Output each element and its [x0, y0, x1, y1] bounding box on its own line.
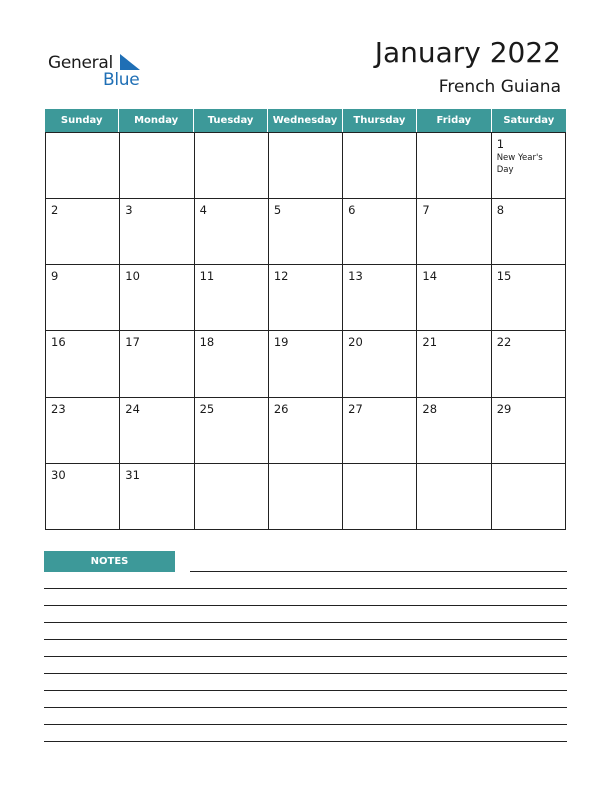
day-cell [492, 464, 566, 530]
day-number: 16 [51, 335, 66, 350]
day-number: 20 [348, 335, 363, 350]
day-cell [343, 464, 417, 530]
day-cell [343, 331, 417, 397]
day-cell [120, 265, 194, 331]
logo-blue-text: Blue [103, 70, 140, 90]
day-number: 30 [51, 467, 66, 482]
weekday-header: Tuesday [194, 109, 268, 132]
day-cell [195, 265, 269, 331]
day-cell [195, 331, 269, 397]
calendar [45, 109, 566, 530]
day-number: 21 [422, 335, 438, 350]
note-line [190, 571, 567, 572]
day-cell [417, 133, 491, 199]
day-number: 9 [51, 269, 59, 284]
day-number: 31 [125, 467, 140, 482]
day-cell [492, 133, 566, 199]
day-cell [417, 464, 491, 530]
weekday-header: Sunday [45, 109, 119, 132]
day-cell [195, 398, 269, 464]
day-cell [417, 398, 491, 464]
day-number: 10 [125, 269, 140, 284]
day-number: 13 [348, 269, 363, 284]
day-cell [417, 265, 491, 331]
notes-label: NOTES [44, 551, 175, 572]
note-line [44, 741, 567, 742]
day-number: 6 [348, 203, 356, 218]
day-cell [46, 265, 120, 331]
day-cell [417, 331, 491, 397]
page-title: January 2022 [374, 36, 561, 69]
day-number: 7 [422, 203, 430, 218]
calendar-grid [45, 132, 566, 530]
day-cell [46, 331, 120, 397]
day-cell [269, 133, 343, 199]
day-number: 5 [273, 203, 282, 218]
note-line [44, 588, 567, 589]
day-cell [492, 398, 566, 464]
day-number: 23 [51, 401, 66, 416]
weekday-header-row [45, 109, 566, 132]
logo [48, 50, 158, 94]
day-cell [120, 133, 194, 199]
note-line [44, 690, 567, 691]
note-line [44, 724, 567, 725]
day-cell [269, 265, 343, 331]
day-number: 29 [496, 401, 512, 416]
day-number: 15 [496, 269, 512, 284]
day-number: 22 [496, 335, 512, 350]
day-number: 4 [199, 203, 207, 218]
note-line [44, 656, 567, 657]
day-cell [120, 398, 194, 464]
day-number: 25 [199, 401, 215, 416]
day-cell [492, 265, 566, 331]
day-cell [269, 331, 343, 397]
day-number: 12 [273, 269, 289, 284]
day-cell [195, 199, 269, 265]
day-cell [269, 199, 343, 265]
day-cell [343, 199, 417, 265]
day-cell [46, 199, 120, 265]
logo-triangle-icon [120, 54, 140, 70]
day-cell [46, 464, 120, 530]
day-cell [343, 265, 417, 331]
weekday-header: Friday [417, 109, 491, 132]
day-number: 19 [273, 335, 289, 350]
note-line [44, 639, 567, 640]
note-line [44, 605, 567, 606]
day-number: 3 [125, 203, 133, 218]
day-cell [46, 133, 120, 199]
weekday-header: Wednesday [268, 109, 342, 132]
logo-general-text: General [48, 53, 113, 73]
day-cell [269, 398, 343, 464]
weekday-header: Thursday [343, 109, 417, 132]
day-number: 11 [199, 269, 215, 284]
day-number: 26 [273, 401, 289, 416]
day-cell [417, 199, 491, 265]
weekday-header: Monday [119, 109, 193, 132]
day-cell [120, 199, 194, 265]
day-number: 17 [125, 335, 140, 350]
day-cell [343, 133, 417, 199]
day-cell [195, 464, 269, 530]
day-number: 27 [348, 401, 363, 416]
day-number: 1 [496, 137, 505, 151]
weekday-header: Saturday [503, 115, 555, 126]
day-cell [120, 464, 194, 530]
day-number: 2 [51, 203, 59, 218]
day-number: 8 [496, 203, 505, 218]
day-cell [120, 331, 194, 397]
day-cell [269, 464, 343, 530]
note-line [44, 673, 567, 674]
day-number: 24 [125, 401, 140, 416]
page-subtitle: French Guiana [438, 77, 561, 97]
note-line [44, 707, 567, 708]
holiday-label: New Year's Day [496, 153, 543, 175]
day-number: 28 [422, 401, 438, 416]
day-cell [46, 398, 120, 464]
day-cell [343, 398, 417, 464]
note-line [44, 622, 567, 623]
day-cell [195, 133, 269, 199]
day-cell [492, 331, 566, 397]
day-number: 14 [422, 269, 438, 284]
day-number: 18 [199, 335, 215, 350]
day-cell [492, 199, 566, 265]
